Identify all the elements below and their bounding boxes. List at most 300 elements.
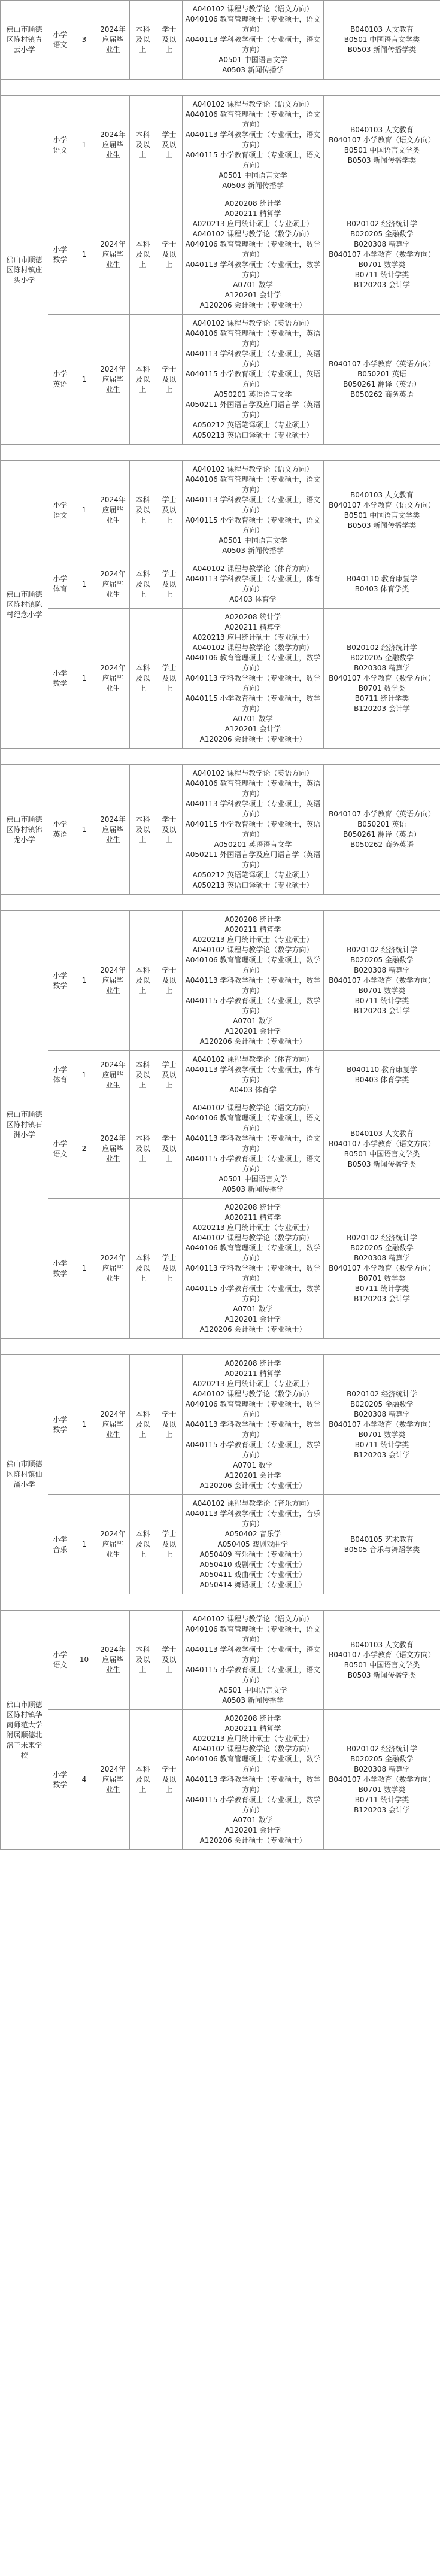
major-item: A120201 会计学: [224, 725, 281, 733]
subject-cell: 小学语文: [48, 461, 72, 560]
subject-cell: 小学语文: [48, 96, 72, 195]
major-item: A040113 学科教学硕士（专业硕士，体育方向）: [185, 1065, 321, 1084]
graduate-majors-cell: [183, 1495, 324, 1594]
major-item: B040107 小学教育（语文方向）: [329, 500, 435, 509]
major-item: A0701 数学: [233, 715, 273, 723]
major-item: B0701 数学类: [358, 1274, 406, 1283]
major-item: A120206 会计硕士（专业硕士）: [199, 1481, 307, 1490]
table-row: [1, 1051, 440, 1099]
subject-cell: 小学语文: [48, 1099, 72, 1199]
major-item: A040106 教育管理硕士（专业硕士，英语方向）: [185, 329, 321, 348]
education-level-cell: 本科及以上: [130, 1051, 156, 1099]
education-level-cell: 本科及以上: [130, 461, 156, 560]
section-separator-cell: [1, 445, 440, 461]
major-item: B050201 英语: [357, 820, 406, 828]
major-item: A040102 课程与教学论（语文方向）: [192, 1615, 314, 1623]
major-item: B0701 数学类: [358, 1430, 406, 1439]
major-item: A020211 精算学: [224, 623, 281, 631]
major-item: A040115 小学教育硕士（专业硕士，英语方向）: [185, 820, 321, 839]
major-item: A020213 应用统计硕士（专业硕士）: [192, 220, 314, 228]
degree-cell: 学士及以上: [156, 1051, 183, 1099]
undergraduate-majors-cell: [324, 1710, 440, 1850]
major-item: A040113 学科教学硕士（专业硕士，数学方向）: [185, 674, 321, 692]
education-level-cell: 本科及以上: [130, 560, 156, 609]
major-item: B020205 金融数学: [350, 1400, 414, 1408]
graduate-type-cell: 2024年应届毕业生: [96, 96, 130, 195]
major-item: B020205 金融数学: [350, 1244, 414, 1252]
headcount-cell: 1: [72, 96, 96, 195]
major-item: B020102 经济统计学: [347, 1745, 417, 1753]
section-separator: [1, 1594, 440, 1611]
major-item: B050262 商务英语: [350, 840, 414, 849]
major-item: A0503 新闻传播学: [222, 1185, 284, 1193]
major-item: A050213 英语口译硕士（专业硕士）: [192, 881, 314, 889]
education-level-cell: 本科及以上: [130, 195, 156, 315]
undergraduate-majors-cell: [324, 461, 440, 560]
major-item: A040115 小学教育硕士（专业硕士，数学方向）: [185, 1284, 321, 1303]
table-row: [1, 560, 440, 609]
major-item: B020308 精算学: [354, 240, 410, 248]
major-item: A040113 学科教学硕士（专业硕士，语文方向）: [185, 1134, 321, 1153]
major-item: A040115 小学教育硕士（专业硕士，语文方向）: [185, 516, 321, 534]
major-item: A040113 学科教学硕士（专业硕士，数学方向）: [185, 976, 321, 995]
education-level-cell: 本科及以上: [130, 765, 156, 895]
major-item: A120206 会计硕士（专业硕士）: [199, 1836, 307, 1845]
major-item: A040102 课程与教学论（数学方向）: [192, 1745, 314, 1753]
major-item: A040102 课程与教学论（英语方向）: [192, 319, 314, 327]
major-item: A020208 统计学: [224, 1714, 281, 1723]
education-level-cell: 本科及以上: [130, 1, 156, 80]
headcount-cell: 3: [72, 1, 96, 80]
graduate-majors-cell: [183, 1355, 324, 1495]
major-item: A040115 小学教育硕士（专业硕士，语文方向）: [185, 1155, 321, 1173]
section-separator: [1, 895, 440, 911]
major-item: A040115 小学教育硕士（专业硕士，英语方向）: [185, 370, 321, 388]
major-item: B040107 小学教育（数学方向）: [329, 1775, 435, 1784]
major-item: A040106 教育管理硕士（专业硕士，数学方向）: [185, 1244, 321, 1262]
major-item: A050410 戏剧硕士（专业硕士）: [199, 1560, 307, 1569]
subject-cell: 小学体育: [48, 1051, 72, 1099]
undergraduate-majors-cell: [324, 1495, 440, 1594]
degree-cell: 学士及以上: [156, 911, 183, 1051]
major-item: A120201 会计学: [224, 1315, 281, 1323]
major-item: B020308 精算学: [354, 1765, 410, 1773]
major-item: B0711 统计学类: [354, 694, 409, 703]
section-separator-cell: [1, 80, 440, 96]
education-level-cell: 本科及以上: [130, 315, 156, 445]
degree-cell: 学士及以上: [156, 461, 183, 560]
major-item: B0711 统计学类: [354, 997, 409, 1005]
graduate-type-cell: 2024年应届毕业生: [96, 195, 130, 315]
degree-cell: 学士及以上: [156, 195, 183, 315]
major-item: A020211 精算学: [224, 209, 281, 218]
graduate-type-cell: 2024年应届毕业生: [96, 461, 130, 560]
graduate-type-cell: 2024年应届毕业生: [96, 1, 130, 80]
major-item: A050211 外国语言学及应用语言学（英语方向）: [185, 400, 321, 419]
major-item: A0503 新闻传播学: [222, 1696, 284, 1705]
major-item: A040102 课程与教学论（体育方向）: [192, 1055, 314, 1064]
degree-cell: 学士及以上: [156, 1, 183, 80]
major-item: A040102 课程与教学论（数学方向）: [192, 1390, 314, 1398]
major-item: B040110 教育康复学: [347, 1065, 417, 1074]
major-item: B050262 商务英语: [350, 390, 414, 399]
education-level-cell: 本科及以上: [130, 911, 156, 1051]
major-item: A040102 课程与教学论（语文方向）: [192, 5, 314, 13]
major-item: B040107 小学教育（数学方向）: [329, 1420, 435, 1429]
headcount-cell: 1: [72, 195, 96, 315]
major-item: B020102 经济统计学: [347, 1234, 417, 1242]
major-item: A0501 中国语言文学: [219, 536, 287, 545]
major-item: B020205 金融数学: [350, 230, 414, 238]
major-item: A040102 课程与教学论（数学方向）: [192, 643, 314, 652]
major-item: B020102 经济统计学: [347, 643, 417, 652]
major-item: A040113 学科教学硕士（专业硕士，体育方向）: [185, 575, 321, 593]
major-item: A040106 教育管理硕士（专业硕士，数学方向）: [185, 956, 321, 974]
major-item: B040107 小学教育（数学方向）: [329, 674, 435, 682]
school-name-cell: 佛山市顺德区陈村镇陈村纪念小学: [1, 461, 48, 749]
table-row: [1, 96, 440, 195]
major-item: A040113 学科教学硕士（专业硕士，语文方向）: [185, 35, 321, 54]
graduate-type-cell: 2024年应届毕业生: [96, 1495, 130, 1594]
major-item: A0501 中国语言文学: [219, 56, 287, 64]
headcount-cell: 1: [72, 609, 96, 749]
major-item: B0711 统计学类: [354, 1796, 409, 1804]
major-item: A040102 课程与教学论（数学方向）: [192, 946, 314, 954]
graduate-majors-cell: [183, 765, 324, 895]
major-item: A050402 音乐学: [224, 1530, 281, 1538]
major-item: B020102 经济统计学: [347, 946, 417, 954]
major-item: A0501 中国语言文学: [219, 171, 287, 180]
graduate-majors-cell: [183, 1051, 324, 1099]
major-item: B0701 数学类: [358, 986, 406, 995]
major-item: A040102 课程与教学论（英语方向）: [192, 769, 314, 777]
major-item: A040113 学科教学硕士（专业硕士，语文方向）: [185, 496, 321, 514]
major-item: A040113 学科教学硕士（专业硕士，英语方向）: [185, 350, 321, 368]
education-level-cell: 本科及以上: [130, 96, 156, 195]
undergraduate-majors-cell: [324, 1051, 440, 1099]
table-row: [1, 195, 440, 315]
education-level-cell: 本科及以上: [130, 1710, 156, 1850]
major-item: A040113 学科教学硕士（专业硕士，数学方向）: [185, 1775, 321, 1794]
major-item: B040103 人文教育: [350, 490, 414, 499]
graduate-majors-cell: [183, 1, 324, 80]
graduate-type-cell: 2024年应届毕业生: [96, 315, 130, 445]
major-item: A040113 学科教学硕士（专业硕士，音乐方向）: [185, 1509, 321, 1528]
major-item: A020213 应用统计硕士（专业硕士）: [192, 1223, 314, 1232]
major-item: B120203 会计学: [354, 704, 410, 713]
subject-cell: 小学英语: [48, 315, 72, 445]
headcount-cell: 1: [72, 1051, 96, 1099]
subject-cell: 小学数学: [48, 1199, 72, 1339]
headcount-cell: 1: [72, 461, 96, 560]
graduate-majors-cell: [183, 461, 324, 560]
subject-cell: 小学音乐: [48, 1495, 72, 1594]
major-item: A020211 精算学: [224, 1369, 281, 1378]
major-item: A040115 小学教育硕士（专业硕士，数学方向）: [185, 1796, 321, 1814]
major-item: A040106 教育管理硕士（专业硕士，语文方向）: [185, 475, 321, 494]
major-item: A020213 应用统计硕士（专业硕士）: [192, 633, 314, 642]
undergraduate-majors-cell: [324, 560, 440, 609]
major-item: A040106 教育管理硕士（专业硕士，数学方向）: [185, 1755, 321, 1773]
major-item: B040103 人文教育: [350, 25, 414, 34]
major-item: A0501 中国语言文学: [219, 1175, 287, 1183]
major-item: B040103 人文教育: [350, 1129, 414, 1138]
school-name-cell: 佛山市顺德区陈村镇华南师范大学附属顺德北滘子未来学校: [1, 1611, 48, 1850]
headcount-cell: 1: [72, 560, 96, 609]
major-item: A020208 统计学: [224, 613, 281, 621]
headcount-cell: 1: [72, 765, 96, 895]
major-item: A050405 戏剧戏曲学: [217, 1540, 289, 1548]
section-separator: [1, 80, 440, 96]
table-row: [1, 1, 440, 80]
undergraduate-majors-cell: [324, 1355, 440, 1495]
subject-cell: 小学数学: [48, 1355, 72, 1495]
table-row: [1, 1710, 440, 1850]
major-item: A050201 英语语言文学: [214, 840, 292, 849]
graduate-type-cell: 2024年应届毕业生: [96, 1611, 130, 1710]
subject-cell: 小学数学: [48, 609, 72, 749]
major-item: A0701 数学: [233, 281, 273, 289]
major-item: B0503 新闻传播学类: [347, 45, 417, 54]
graduate-type-cell: 2024年应届毕业生: [96, 1099, 130, 1199]
major-item: B0403 体育学类: [354, 1076, 409, 1084]
major-item: B0505 音乐与舞蹈学类: [344, 1545, 420, 1554]
graduate-type-cell: 2024年应届毕业生: [96, 911, 130, 1051]
major-item: A020208 统计学: [224, 199, 281, 208]
major-item: A050212 英语笔译硕士（专业硕士）: [192, 421, 314, 429]
major-item: B0503 新闻传播学类: [347, 1670, 417, 1679]
major-item: B0503 新闻传播学类: [347, 156, 417, 165]
major-item: B050201 英语: [357, 370, 406, 378]
subject-cell: 小学数学: [48, 1710, 72, 1850]
major-item: B050261 翻译（英语）: [343, 830, 421, 839]
education-level-cell: 本科及以上: [130, 1099, 156, 1199]
degree-cell: 学士及以上: [156, 1611, 183, 1710]
undergraduate-majors-cell: [324, 1199, 440, 1339]
major-item: A0503 新闻传播学: [222, 66, 284, 74]
graduate-majors-cell: [183, 1710, 324, 1850]
major-item: A040106 教育管理硕士（专业硕士，语文方向）: [185, 15, 321, 34]
major-item: B040103 人文教育: [350, 125, 414, 134]
major-item: B020308 精算学: [354, 1254, 410, 1262]
major-item: B020205 金融数学: [350, 956, 414, 964]
major-item: B120203 会计学: [354, 1451, 410, 1459]
major-item: A020211 精算学: [224, 925, 281, 934]
major-item: B0711 统计学类: [354, 1284, 409, 1293]
graduate-majors-cell: [183, 1611, 324, 1710]
major-item: A040102 课程与教学论（语文方向）: [192, 465, 314, 473]
major-item: A0501 中国语言文学: [219, 1686, 287, 1694]
headcount-cell: 10: [72, 1611, 96, 1710]
major-item: A040106 教育管理硕士（专业硕士，数学方向）: [185, 1400, 321, 1418]
major-item: B040107 小学教育（数学方向）: [329, 250, 435, 259]
table-row: [1, 1355, 440, 1495]
table-row: [1, 461, 440, 560]
major-item: B0701 数学类: [358, 684, 406, 692]
major-item: A040113 学科教学硕士（专业硕士，数学方向）: [185, 260, 321, 279]
major-item: A0701 数学: [233, 1305, 273, 1313]
graduate-type-cell: 2024年应届毕业生: [96, 560, 130, 609]
major-item: A040102 课程与教学论（数学方向）: [192, 1234, 314, 1242]
graduate-type-cell: 2024年应届毕业生: [96, 1051, 130, 1099]
graduate-majors-cell: [183, 1099, 324, 1199]
degree-cell: 学士及以上: [156, 560, 183, 609]
job-positions-body: [1, 1, 440, 1850]
major-item: A040102 课程与教学论（语文方向）: [192, 1104, 314, 1112]
subject-cell: 小学语文: [48, 1611, 72, 1710]
major-item: A120201 会计学: [224, 1471, 281, 1480]
major-item: B0501 中国语言文学类: [344, 1149, 420, 1158]
undergraduate-majors-cell: [324, 315, 440, 445]
major-item: B0501 中国语言文学类: [344, 1660, 420, 1669]
education-level-cell: 本科及以上: [130, 1355, 156, 1495]
undergraduate-majors-cell: [324, 911, 440, 1051]
major-item: B040105 艺术教育: [350, 1535, 414, 1544]
subject-cell: 小学数学: [48, 911, 72, 1051]
undergraduate-majors-cell: [324, 195, 440, 315]
major-item: A020213 应用统计硕士（专业硕士）: [192, 1734, 314, 1743]
section-separator-cell: [1, 1594, 440, 1611]
major-item: A0503 新闻传播学: [222, 181, 284, 190]
subject-cell: 小学英语: [48, 765, 72, 895]
subject-cell: 小学数学: [48, 195, 72, 315]
major-item: A120206 会计硕士（专业硕士）: [199, 301, 307, 309]
major-item: B040103 人文教育: [350, 1640, 414, 1649]
major-item: B020205 金融数学: [350, 1755, 414, 1763]
graduate-majors-cell: [183, 560, 324, 609]
school-name-cell: 佛山市顺德区陈村镇庄头小学: [1, 96, 48, 445]
major-item: A040102 课程与教学论（体育方向）: [192, 564, 314, 573]
headcount-cell: 2: [72, 1099, 96, 1199]
major-item: A050211 外国语言学及应用语言学（英语方向）: [185, 850, 321, 869]
major-item: A040102 课程与教学论（语文方向）: [192, 100, 314, 108]
graduate-majors-cell: [183, 911, 324, 1051]
section-separator: [1, 749, 440, 765]
degree-cell: 学士及以上: [156, 1099, 183, 1199]
major-item: A040115 小学教育硕士（专业硕士，语文方向）: [185, 151, 321, 169]
degree-cell: 学士及以上: [156, 1355, 183, 1495]
major-item: A120201 会计学: [224, 291, 281, 299]
school-name-cell: 佛山市顺德区陈村镇仙涌小学: [1, 1355, 48, 1594]
degree-cell: 学士及以上: [156, 1710, 183, 1850]
major-item: B0403 体育学类: [354, 585, 409, 593]
section-separator-cell: [1, 895, 440, 911]
major-item: A040115 小学教育硕士（专业硕士，数学方向）: [185, 694, 321, 713]
section-separator-cell: [1, 749, 440, 765]
section-separator-cell: [1, 1339, 440, 1355]
headcount-cell: 4: [72, 1710, 96, 1850]
major-item: A020213 应用统计硕士（专业硕士）: [192, 935, 314, 944]
major-item: B040107 小学教育（英语方向）: [329, 810, 435, 818]
undergraduate-majors-cell: [324, 609, 440, 749]
section-separator: [1, 445, 440, 461]
major-item: A050411 戏曲硕士（专业硕士）: [199, 1570, 307, 1579]
education-level-cell: 本科及以上: [130, 1611, 156, 1710]
major-item: A040106 教育管理硕士（专业硕士，语文方向）: [185, 1114, 321, 1132]
major-item: B0701 数学类: [358, 260, 406, 269]
major-item: B0501 中国语言文学类: [344, 35, 420, 44]
major-item: A040106 教育管理硕士（专业硕士，数学方向）: [185, 240, 321, 259]
major-item: A0701 数学: [233, 1017, 273, 1025]
degree-cell: 学士及以上: [156, 96, 183, 195]
major-item: A0403 体育学: [229, 595, 277, 603]
graduate-type-cell: 2024年应届毕业生: [96, 1199, 130, 1339]
major-item: B020102 经济统计学: [347, 220, 417, 228]
major-item: B020308 精算学: [354, 664, 410, 672]
undergraduate-majors-cell: [324, 1099, 440, 1199]
education-level-cell: 本科及以上: [130, 1199, 156, 1339]
undergraduate-majors-cell: [324, 96, 440, 195]
major-item: A040113 学科教学硕士（专业硕士，数学方向）: [185, 1420, 321, 1439]
major-item: A020208 统计学: [224, 915, 281, 924]
major-item: A050212 英语笔译硕士（专业硕士）: [192, 871, 314, 879]
major-item: A020213 应用统计硕士（专业硕士）: [192, 1380, 314, 1388]
major-item: A040102 课程与教学论（数学方向）: [192, 230, 314, 238]
major-item: B020205 金融数学: [350, 654, 414, 662]
major-item: A050409 音乐硕士（专业硕士）: [199, 1550, 307, 1559]
table-row: [1, 1199, 440, 1339]
table-row: [1, 1099, 440, 1199]
major-item: B020308 精算学: [354, 1410, 410, 1418]
major-item: A040115 小学教育硕士（专业硕士，语文方向）: [185, 1666, 321, 1684]
major-item: A0403 体育学: [229, 1086, 277, 1094]
degree-cell: 学士及以上: [156, 1199, 183, 1339]
major-item: A050213 英语口译硕士（专业硕士）: [192, 431, 314, 439]
major-item: A020208 统计学: [224, 1203, 281, 1211]
major-item: A040106 教育管理硕士（专业硕士，英语方向）: [185, 779, 321, 798]
graduate-majors-cell: [183, 1199, 324, 1339]
major-item: A0701 数学: [233, 1461, 273, 1469]
major-item: B040107 小学教育（数学方向）: [329, 1264, 435, 1272]
major-item: A120206 会计硕士（专业硕士）: [199, 1037, 307, 1046]
degree-cell: 学士及以上: [156, 765, 183, 895]
subject-cell: 小学体育: [48, 560, 72, 609]
major-item: A040106 教育管理硕士（专业硕士，数学方向）: [185, 654, 321, 672]
major-item: A0503 新闻传播学: [222, 546, 284, 555]
graduate-majors-cell: [183, 195, 324, 315]
major-item: B120203 会计学: [354, 1295, 410, 1303]
major-item: B0501 中国语言文学类: [344, 511, 420, 520]
school-name-cell: 佛山市顺德区陈村镇石洲小学: [1, 911, 48, 1339]
major-item: B040107 小学教育（语文方向）: [329, 135, 435, 144]
headcount-cell: 1: [72, 1495, 96, 1594]
graduate-type-cell: 2024年应届毕业生: [96, 765, 130, 895]
major-item: B0711 统计学类: [354, 271, 409, 279]
graduate-majors-cell: [183, 315, 324, 445]
section-separator: [1, 1339, 440, 1355]
major-item: A040113 学科教学硕士（专业硕士，英语方向）: [185, 800, 321, 818]
degree-cell: 学士及以上: [156, 609, 183, 749]
major-item: B120203 会计学: [354, 281, 410, 289]
major-item: B0503 新闻传播学类: [347, 521, 417, 530]
graduate-type-cell: 2024年应届毕业生: [96, 1355, 130, 1495]
headcount-cell: 1: [72, 911, 96, 1051]
major-item: A040106 教育管理硕士（专业硕士，语文方向）: [185, 1625, 321, 1644]
education-level-cell: 本科及以上: [130, 609, 156, 749]
major-item: A050414 舞蹈硕士（专业硕士）: [199, 1581, 307, 1589]
graduate-type-cell: 2024年应届毕业生: [96, 1710, 130, 1850]
graduate-majors-cell: [183, 609, 324, 749]
major-item: A120201 会计学: [224, 1027, 281, 1035]
education-level-cell: 本科及以上: [130, 1495, 156, 1594]
major-item: B050261 翻译（英语）: [343, 380, 421, 388]
table-row: [1, 1495, 440, 1594]
table-row: [1, 765, 440, 895]
subject-cell: 小学语文: [48, 1, 72, 80]
headcount-cell: 1: [72, 1199, 96, 1339]
major-item: A0701 数学: [233, 1816, 273, 1824]
graduate-majors-cell: [183, 96, 324, 195]
